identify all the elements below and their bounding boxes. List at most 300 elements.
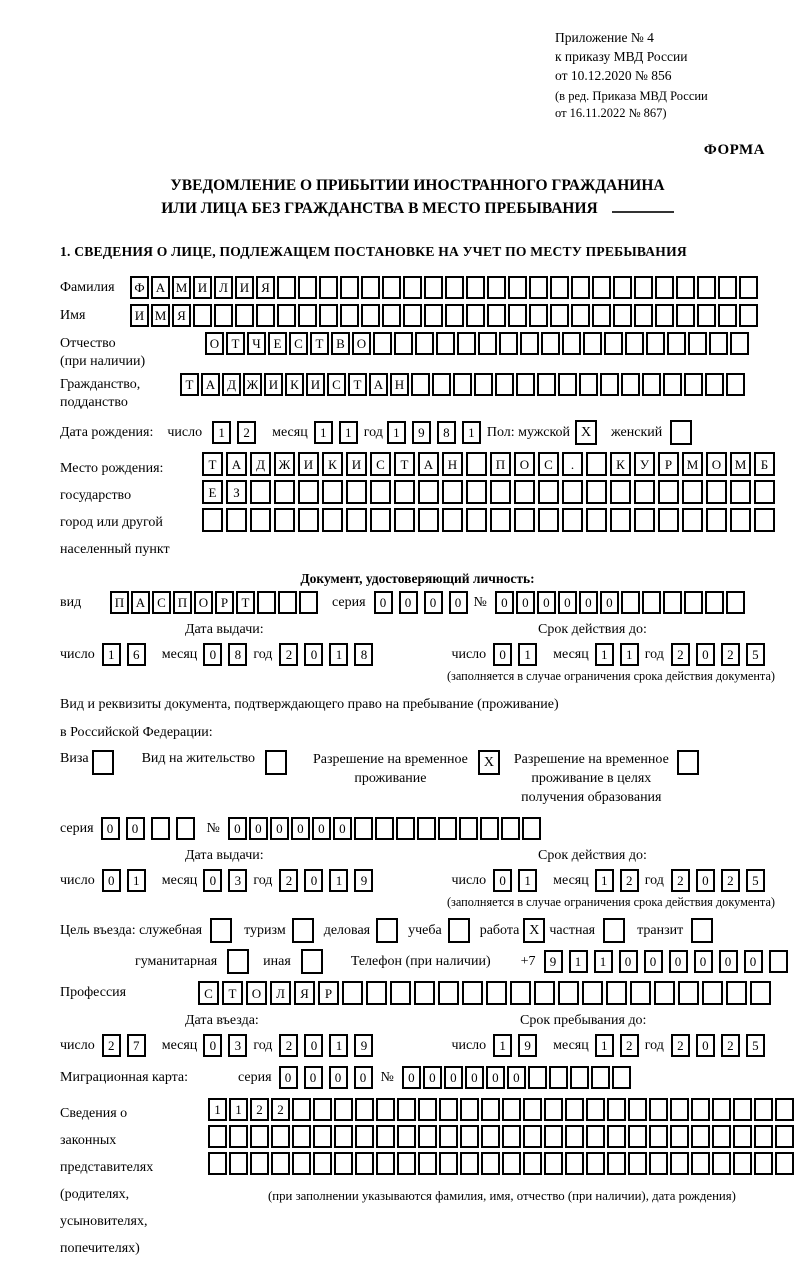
char-cell[interactable] — [658, 508, 679, 532]
char-cell[interactable] — [442, 508, 463, 532]
char-cell[interactable]: 2 — [620, 1034, 639, 1057]
char-cell[interactable] — [418, 480, 439, 504]
char-cell[interactable] — [754, 480, 775, 504]
char-cell[interactable] — [706, 508, 727, 532]
char-cell[interactable] — [754, 1152, 773, 1175]
char-cell[interactable] — [730, 508, 751, 532]
char-cell[interactable]: 8 — [354, 643, 373, 666]
char-cell[interactable]: Ж — [243, 373, 262, 396]
char-cell[interactable]: 0 — [203, 869, 222, 892]
char-cell[interactable] — [361, 276, 380, 299]
char-cell[interactable] — [376, 1152, 395, 1175]
char-cell[interactable] — [487, 276, 506, 299]
char-cell[interactable] — [628, 1125, 647, 1148]
char-cell[interactable]: 8 — [437, 421, 456, 444]
char-cell[interactable]: В — [331, 332, 350, 355]
char-cell[interactable] — [544, 1098, 563, 1121]
char-cell[interactable]: 0 — [537, 591, 556, 614]
char-cell[interactable]: 0 — [696, 1034, 715, 1057]
char-cell[interactable] — [688, 332, 707, 355]
char-cell[interactable] — [313, 1125, 332, 1148]
char-cell[interactable]: 9 — [354, 869, 373, 892]
char-cell[interactable] — [586, 1098, 605, 1121]
char-cell[interactable] — [208, 1152, 227, 1175]
char-cell[interactable] — [562, 480, 583, 504]
char-cell[interactable] — [625, 332, 644, 355]
char-cell[interactable] — [257, 591, 276, 614]
char-cell[interactable]: Т — [236, 591, 255, 614]
char-cell[interactable] — [346, 508, 367, 532]
char-cell[interactable] — [355, 1152, 374, 1175]
char-cell[interactable] — [322, 480, 343, 504]
char-cell[interactable] — [562, 508, 583, 532]
char-cell[interactable] — [586, 480, 607, 504]
char-cell[interactable] — [424, 304, 443, 327]
char-cell[interactable] — [733, 1125, 752, 1148]
char-cell[interactable] — [571, 304, 590, 327]
char-cell[interactable] — [712, 1098, 731, 1121]
char-cell[interactable] — [649, 1125, 668, 1148]
char-cell[interactable] — [634, 276, 653, 299]
char-cell[interactable]: С — [327, 373, 346, 396]
char-cell[interactable] — [754, 1098, 773, 1121]
char-cell[interactable] — [621, 591, 640, 614]
char-cell[interactable] — [466, 276, 485, 299]
char-cell[interactable]: 0 — [101, 817, 120, 840]
char-cell[interactable] — [439, 1098, 458, 1121]
char-cell[interactable]: 1 — [595, 1034, 614, 1057]
char-cell[interactable]: 1 — [518, 869, 537, 892]
char-cell[interactable]: 0 — [719, 950, 738, 973]
char-cell[interactable]: 0 — [304, 1034, 323, 1057]
char-cell[interactable]: З — [226, 480, 247, 504]
char-cell[interactable] — [586, 508, 607, 532]
char-cell[interactable]: 1 — [102, 643, 121, 666]
char-cell[interactable] — [649, 1152, 668, 1175]
char-cell[interactable] — [678, 981, 699, 1005]
char-cell[interactable]: А — [201, 373, 220, 396]
char-cell[interactable]: 0 — [329, 1066, 348, 1089]
char-cell[interactable] — [670, 1098, 689, 1121]
char-cell[interactable]: И — [264, 373, 283, 396]
char-cell[interactable]: О — [194, 591, 213, 614]
char-cell[interactable]: Н — [390, 373, 409, 396]
char-cell[interactable] — [292, 1152, 311, 1175]
char-cell[interactable]: 1 — [208, 1098, 227, 1121]
char-cell[interactable] — [418, 1152, 437, 1175]
char-cell[interactable] — [514, 480, 535, 504]
char-cell[interactable] — [726, 981, 747, 1005]
char-cell[interactable]: Л — [270, 981, 291, 1005]
char-cell[interactable] — [277, 276, 296, 299]
char-cell[interactable] — [415, 332, 434, 355]
char-cell[interactable] — [730, 480, 751, 504]
char-cell[interactable]: 2 — [620, 869, 639, 892]
char-cell[interactable] — [486, 981, 507, 1005]
char-cell[interactable]: С — [370, 452, 391, 476]
char-cell[interactable] — [726, 373, 745, 396]
char-cell[interactable]: О — [205, 332, 224, 355]
purpose-humanitarian-checkbox[interactable] — [227, 949, 249, 974]
char-cell[interactable] — [739, 304, 758, 327]
char-cell[interactable] — [355, 1098, 374, 1121]
char-cell[interactable] — [445, 304, 464, 327]
char-cell[interactable]: 0 — [279, 1066, 298, 1089]
char-cell[interactable]: 8 — [228, 643, 247, 666]
char-cell[interactable] — [438, 981, 459, 1005]
char-cell[interactable] — [565, 1125, 584, 1148]
char-cell[interactable] — [495, 373, 514, 396]
char-cell[interactable] — [439, 1125, 458, 1148]
char-cell[interactable] — [634, 508, 655, 532]
char-cell[interactable] — [235, 304, 254, 327]
char-cell[interactable] — [607, 1125, 626, 1148]
char-cell[interactable] — [382, 276, 401, 299]
char-cell[interactable]: 1 — [314, 421, 333, 444]
char-cell[interactable] — [403, 276, 422, 299]
char-cell[interactable] — [418, 508, 439, 532]
char-cell[interactable] — [523, 1125, 542, 1148]
char-cell[interactable] — [298, 480, 319, 504]
char-cell[interactable] — [481, 1098, 500, 1121]
char-cell[interactable]: У — [634, 452, 655, 476]
char-cell[interactable] — [628, 1152, 647, 1175]
char-cell[interactable]: 0 — [102, 869, 121, 892]
char-cell[interactable]: 0 — [304, 643, 323, 666]
char-cell[interactable]: 2 — [721, 643, 740, 666]
char-cell[interactable] — [490, 480, 511, 504]
char-cell[interactable]: Р — [318, 981, 339, 1005]
char-cell[interactable]: О — [514, 452, 535, 476]
char-cell[interactable] — [705, 373, 724, 396]
char-cell[interactable]: 2 — [237, 421, 256, 444]
purpose-other-checkbox[interactable] — [301, 949, 323, 974]
char-cell[interactable] — [586, 1152, 605, 1175]
char-cell[interactable]: 3 — [228, 869, 247, 892]
char-cell[interactable] — [663, 373, 682, 396]
char-cell[interactable]: 0 — [402, 1066, 421, 1089]
char-cell[interactable]: Ж — [274, 452, 295, 476]
char-cell[interactable] — [457, 332, 476, 355]
char-cell[interactable] — [775, 1152, 794, 1175]
sex-female-checkbox[interactable] — [670, 420, 692, 445]
char-cell[interactable] — [418, 1125, 437, 1148]
char-cell[interactable]: 2 — [102, 1034, 121, 1057]
char-cell[interactable] — [550, 304, 569, 327]
char-cell[interactable]: 5 — [746, 643, 765, 666]
char-cell[interactable] — [499, 332, 518, 355]
char-cell[interactable] — [298, 304, 317, 327]
char-cell[interactable] — [570, 1066, 589, 1089]
temp-residence-edu-checkbox[interactable] — [677, 750, 699, 775]
char-cell[interactable] — [411, 373, 430, 396]
char-cell[interactable]: С — [538, 452, 559, 476]
char-cell[interactable] — [376, 1125, 395, 1148]
char-cell[interactable] — [537, 373, 556, 396]
char-cell[interactable]: 0 — [694, 950, 713, 973]
char-cell[interactable] — [436, 332, 455, 355]
char-cell[interactable]: 2 — [721, 1034, 740, 1057]
char-cell[interactable] — [775, 1098, 794, 1121]
char-cell[interactable] — [466, 304, 485, 327]
char-cell[interactable] — [541, 332, 560, 355]
char-cell[interactable]: Р — [215, 591, 234, 614]
char-cell[interactable] — [277, 304, 296, 327]
char-cell[interactable] — [775, 1125, 794, 1148]
char-cell[interactable] — [582, 981, 603, 1005]
char-cell[interactable]: 2 — [279, 1034, 298, 1057]
char-cell[interactable]: 6 — [127, 643, 146, 666]
char-cell[interactable] — [250, 1125, 269, 1148]
char-cell[interactable]: 0 — [465, 1066, 484, 1089]
char-cell[interactable] — [733, 1152, 752, 1175]
char-cell[interactable] — [490, 508, 511, 532]
char-cell[interactable] — [466, 452, 487, 476]
char-cell[interactable] — [354, 817, 373, 840]
char-cell[interactable] — [334, 1125, 353, 1148]
char-cell[interactable]: 0 — [374, 591, 393, 614]
purpose-work-checkbox[interactable]: X — [523, 918, 545, 943]
char-cell[interactable]: 0 — [424, 591, 443, 614]
char-cell[interactable]: О — [352, 332, 371, 355]
char-cell[interactable]: О — [706, 452, 727, 476]
char-cell[interactable]: И — [235, 276, 254, 299]
char-cell[interactable]: 0 — [249, 817, 268, 840]
char-cell[interactable] — [502, 1098, 521, 1121]
char-cell[interactable] — [634, 304, 653, 327]
char-cell[interactable]: Т — [310, 332, 329, 355]
char-cell[interactable] — [271, 1152, 290, 1175]
char-cell[interactable] — [562, 332, 581, 355]
char-cell[interactable] — [591, 1066, 610, 1089]
char-cell[interactable]: 0 — [449, 591, 468, 614]
char-cell[interactable] — [592, 304, 611, 327]
char-cell[interactable] — [718, 304, 737, 327]
char-cell[interactable]: Т — [226, 332, 245, 355]
residence-permit-checkbox[interactable] — [265, 750, 287, 775]
char-cell[interactable] — [682, 508, 703, 532]
char-cell[interactable]: 0 — [399, 591, 418, 614]
char-cell[interactable]: 2 — [279, 869, 298, 892]
char-cell[interactable] — [373, 332, 392, 355]
char-cell[interactable] — [654, 981, 675, 1005]
char-cell[interactable]: 0 — [493, 869, 512, 892]
char-cell[interactable] — [340, 304, 359, 327]
char-cell[interactable] — [634, 480, 655, 504]
char-cell[interactable] — [274, 508, 295, 532]
char-cell[interactable]: К — [610, 452, 631, 476]
char-cell[interactable]: П — [173, 591, 192, 614]
char-cell[interactable] — [334, 1152, 353, 1175]
char-cell[interactable]: 0 — [228, 817, 247, 840]
char-cell[interactable] — [417, 817, 436, 840]
char-cell[interactable]: 0 — [696, 869, 715, 892]
char-cell[interactable]: 1 — [620, 643, 639, 666]
purpose-transit-checkbox[interactable] — [691, 918, 713, 943]
char-cell[interactable] — [256, 304, 275, 327]
char-cell[interactable]: 1 — [595, 643, 614, 666]
char-cell[interactable]: 2 — [721, 869, 740, 892]
char-cell[interactable]: 0 — [486, 1066, 505, 1089]
char-cell[interactable]: Т — [394, 452, 415, 476]
char-cell[interactable] — [702, 981, 723, 1005]
char-cell[interactable] — [691, 1125, 710, 1148]
char-cell[interactable]: 0 — [126, 817, 145, 840]
char-cell[interactable] — [754, 508, 775, 532]
char-cell[interactable]: Я — [294, 981, 315, 1005]
char-cell[interactable] — [676, 276, 695, 299]
char-cell[interactable] — [459, 817, 478, 840]
char-cell[interactable]: М — [682, 452, 703, 476]
char-cell[interactable] — [628, 1098, 647, 1121]
char-cell[interactable]: 0 — [696, 643, 715, 666]
char-cell[interactable] — [202, 508, 223, 532]
char-cell[interactable] — [394, 480, 415, 504]
char-cell[interactable] — [544, 1152, 563, 1175]
char-cell[interactable] — [642, 591, 661, 614]
char-cell[interactable]: 0 — [495, 591, 514, 614]
char-cell[interactable] — [355, 1125, 374, 1148]
char-cell[interactable]: 1 — [595, 869, 614, 892]
char-cell[interactable] — [613, 276, 632, 299]
char-cell[interactable] — [676, 304, 695, 327]
char-cell[interactable] — [466, 480, 487, 504]
char-cell[interactable] — [424, 276, 443, 299]
char-cell[interactable]: 1 — [229, 1098, 248, 1121]
char-cell[interactable] — [370, 480, 391, 504]
temp-residence-checkbox[interactable]: X — [478, 750, 500, 775]
char-cell[interactable] — [313, 1098, 332, 1121]
char-cell[interactable] — [229, 1125, 248, 1148]
char-cell[interactable]: Т — [222, 981, 243, 1005]
char-cell[interactable] — [549, 1066, 568, 1089]
char-cell[interactable] — [520, 332, 539, 355]
char-cell[interactable] — [682, 480, 703, 504]
char-cell[interactable]: 0 — [744, 950, 763, 973]
char-cell[interactable] — [250, 480, 271, 504]
char-cell[interactable] — [514, 508, 535, 532]
char-cell[interactable]: Н — [442, 452, 463, 476]
char-cell[interactable] — [298, 508, 319, 532]
char-cell[interactable] — [663, 591, 682, 614]
char-cell[interactable] — [403, 304, 422, 327]
char-cell[interactable]: А — [418, 452, 439, 476]
char-cell[interactable] — [610, 480, 631, 504]
char-cell[interactable]: Р — [658, 452, 679, 476]
char-cell[interactable] — [712, 1152, 731, 1175]
char-cell[interactable] — [655, 304, 674, 327]
char-cell[interactable] — [460, 1125, 479, 1148]
char-cell[interactable] — [544, 1125, 563, 1148]
char-cell[interactable] — [621, 373, 640, 396]
char-cell[interactable]: 1 — [329, 643, 348, 666]
char-cell[interactable] — [733, 1098, 752, 1121]
char-cell[interactable] — [730, 332, 749, 355]
char-cell[interactable]: 0 — [644, 950, 663, 973]
char-cell[interactable] — [558, 373, 577, 396]
char-cell[interactable]: 7 — [127, 1034, 146, 1057]
char-cell[interactable] — [481, 1152, 500, 1175]
char-cell[interactable] — [769, 950, 788, 973]
char-cell[interactable] — [583, 332, 602, 355]
char-cell[interactable] — [481, 1125, 500, 1148]
char-cell[interactable] — [658, 480, 679, 504]
char-cell[interactable]: 0 — [579, 591, 598, 614]
char-cell[interactable] — [538, 508, 559, 532]
char-cell[interactable]: 0 — [493, 643, 512, 666]
char-cell[interactable] — [649, 1098, 668, 1121]
char-cell[interactable]: Ф — [130, 276, 149, 299]
char-cell[interactable] — [432, 373, 451, 396]
char-cell[interactable] — [613, 304, 632, 327]
char-cell[interactable] — [414, 981, 435, 1005]
char-cell[interactable] — [538, 480, 559, 504]
char-cell[interactable]: А — [131, 591, 150, 614]
char-cell[interactable] — [442, 480, 463, 504]
char-cell[interactable]: И — [346, 452, 367, 476]
char-cell[interactable] — [670, 1125, 689, 1148]
char-cell[interactable] — [612, 1066, 631, 1089]
char-cell[interactable] — [667, 332, 686, 355]
char-cell[interactable]: 5 — [746, 1034, 765, 1057]
char-cell[interactable]: 1 — [569, 950, 588, 973]
char-cell[interactable] — [439, 1152, 458, 1175]
char-cell[interactable]: 0 — [669, 950, 688, 973]
char-cell[interactable] — [396, 817, 415, 840]
char-cell[interactable] — [394, 508, 415, 532]
char-cell[interactable]: 9 — [354, 1034, 373, 1057]
char-cell[interactable]: А — [369, 373, 388, 396]
char-cell[interactable]: . — [562, 452, 583, 476]
char-cell[interactable] — [706, 480, 727, 504]
char-cell[interactable] — [754, 1125, 773, 1148]
char-cell[interactable] — [319, 304, 338, 327]
char-cell[interactable] — [502, 1125, 521, 1148]
char-cell[interactable] — [418, 1098, 437, 1121]
char-cell[interactable]: 2 — [271, 1098, 290, 1121]
char-cell[interactable] — [523, 1098, 542, 1121]
char-cell[interactable] — [226, 508, 247, 532]
purpose-private-checkbox[interactable] — [603, 918, 625, 943]
char-cell[interactable] — [565, 1152, 584, 1175]
char-cell[interactable]: 0 — [291, 817, 310, 840]
char-cell[interactable] — [460, 1152, 479, 1175]
char-cell[interactable]: С — [198, 981, 219, 1005]
char-cell[interactable]: П — [110, 591, 129, 614]
char-cell[interactable] — [397, 1152, 416, 1175]
char-cell[interactable]: 0 — [304, 869, 323, 892]
char-cell[interactable] — [670, 1152, 689, 1175]
char-cell[interactable]: Я — [256, 276, 275, 299]
char-cell[interactable]: 2 — [671, 643, 690, 666]
char-cell[interactable] — [516, 373, 535, 396]
char-cell[interactable] — [487, 304, 506, 327]
char-cell[interactable]: Д — [250, 452, 271, 476]
char-cell[interactable] — [523, 1152, 542, 1175]
char-cell[interactable]: М — [151, 304, 170, 327]
char-cell[interactable] — [705, 591, 724, 614]
char-cell[interactable] — [278, 591, 297, 614]
purpose-official-checkbox[interactable] — [210, 918, 232, 943]
char-cell[interactable] — [193, 304, 212, 327]
char-cell[interactable]: И — [298, 452, 319, 476]
char-cell[interactable] — [550, 276, 569, 299]
char-cell[interactable]: Е — [268, 332, 287, 355]
char-cell[interactable] — [739, 276, 758, 299]
char-cell[interactable]: Л — [214, 276, 233, 299]
char-cell[interactable] — [508, 276, 527, 299]
char-cell[interactable]: А — [226, 452, 247, 476]
